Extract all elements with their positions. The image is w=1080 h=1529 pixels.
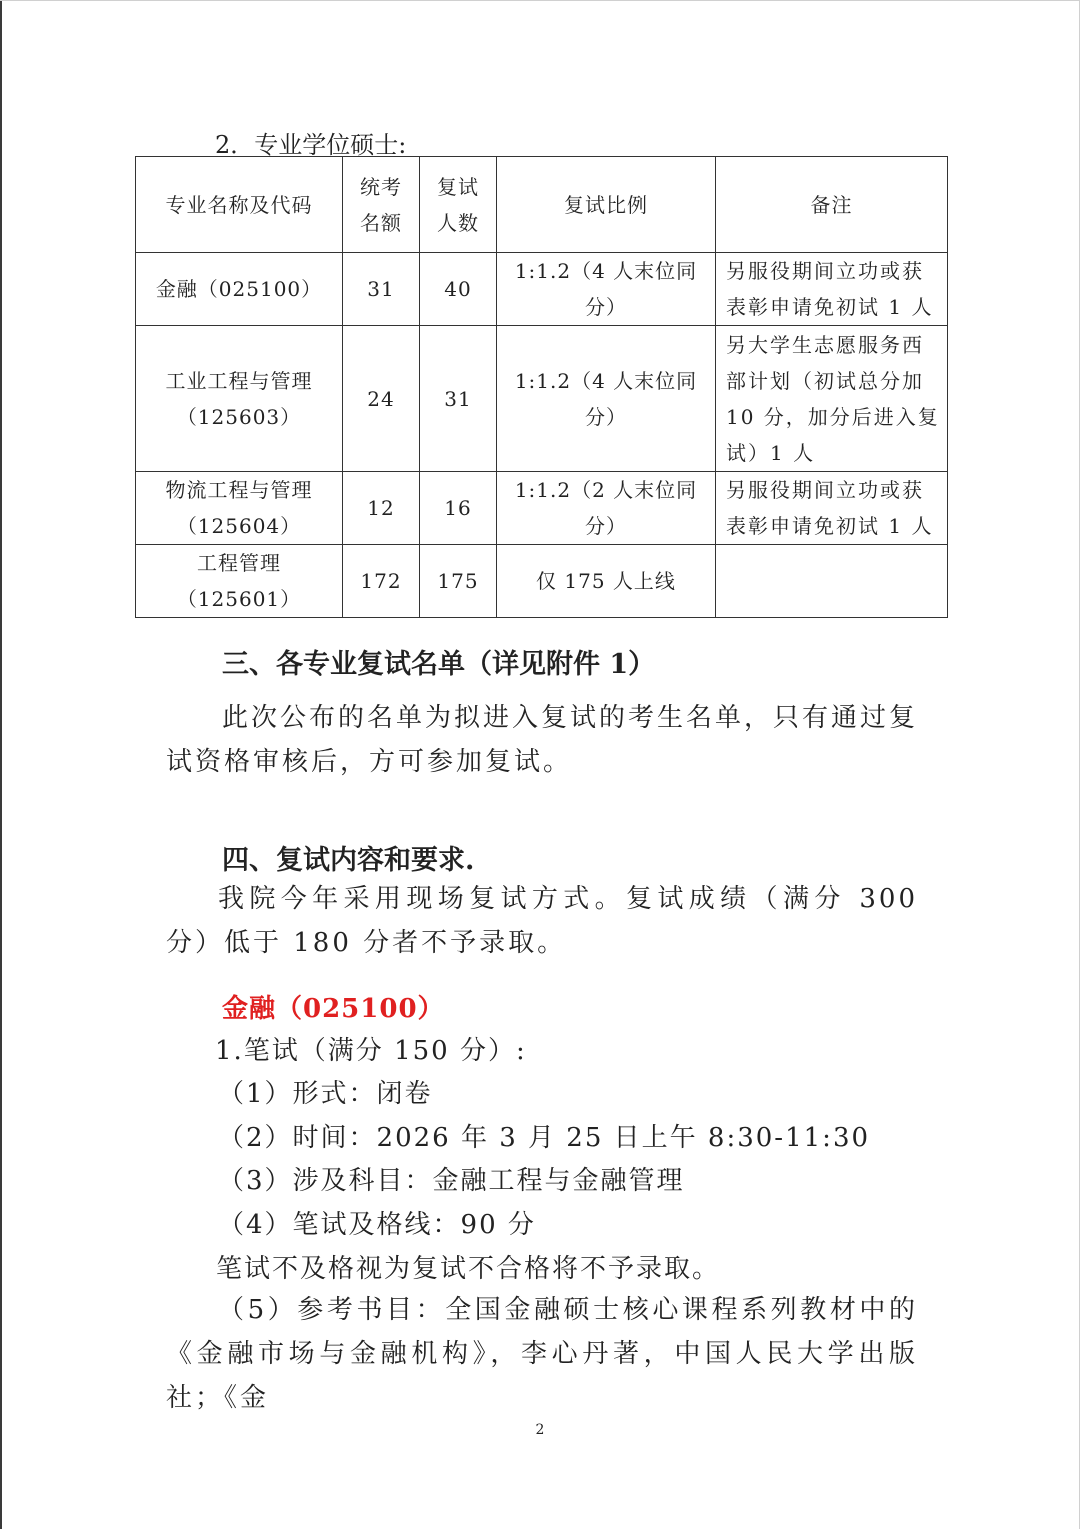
section3-title: 三、各专业复试名单（详见附件 1） [222,649,656,680]
header-note: 备注 [716,157,948,253]
table-row [136,326,948,472]
header-ratio: 复试比例 [497,157,716,253]
cell-note: 另服役期间立功或获表彰申请免初试 1 人 [716,472,948,545]
cell-count: 16 [420,472,497,545]
written-exam-time: （2）时间：2026 年 3 月 25 日上午 8:30-11:30 [218,1123,871,1153]
cell-count: 31 [420,326,497,472]
cell-ratio: 1:1.2（4 人末位同分） [497,253,716,326]
cell-ratio: 1:1.2（2 人末位同分） [497,472,716,545]
section3-body: 此次公布的名单为拟进入复试的考生名单，只有通过复试资格审核后，方可参加复试。 [166,703,919,777]
reference-books: （5）参考书目：全国金融硕士核心课程系列教材中的《金融市场与金融机构》，李心丹著，中国人民大学出版社；《金 [166,1295,918,1413]
finance-heading: 金融（025100） [222,994,445,1024]
header-quota: 统考 名额 [343,157,420,253]
cell-quota: 31 [343,253,420,326]
table-row [136,545,948,618]
cell-note [716,545,948,618]
cell-quota: 24 [343,326,420,472]
header-name: 专业名称及代码 [136,157,343,253]
cell-count: 40 [420,253,497,326]
table-row [136,472,948,545]
subheading-professional-master: 2．专业学位硕士: [215,131,407,159]
cell-note: 另大学生志愿服务西部计划（初试总分加 10 分，加分后进入复试）1 人 [716,326,948,472]
cell-quota: 172 [343,545,420,618]
cell-name: 物流工程与管理 （125604） [136,472,343,545]
cell-quota: 12 [343,472,420,545]
section4-body: 我院今年采用现场复试方式。复试成绩（满分 300 分）低于 180 分者不予录取。 [166,884,918,958]
written-exam-form: （1）形式：闭卷 [218,1079,433,1109]
page-number: 2 [535,1422,545,1438]
written-exam-pass-line: （4）笔试及格线：90 分 [218,1210,536,1240]
cell-note: 另服役期间立功或获表彰申请免初试 1 人 [716,253,948,326]
section4-title: 四、复试内容和要求. [222,845,475,876]
cell-count: 175 [420,545,497,618]
page-edge-left [0,0,2,1529]
cell-ratio: 1:1.2（4 人末位同分） [497,326,716,472]
cell-ratio: 仅 175 人上线 [497,545,716,618]
cell-name: 工程管理（125601） [136,545,343,618]
written-exam-subject: （3）涉及科目：金融工程与金融管理 [218,1166,685,1196]
table-row [136,253,948,326]
cell-name: 工业工程与管理 （125603） [136,326,343,472]
header-count: 复试 人数 [420,157,497,253]
quota-table [135,156,948,618]
table-header-row [136,157,948,253]
written-exam-fail-note: 笔试不及格视为复试不合格将不予录取。 [216,1254,721,1284]
written-exam-title: 1.笔试（满分 150 分）: [215,1036,527,1066]
cell-name: 金融（025100） [136,253,343,326]
page-edge-top [0,0,1080,1]
